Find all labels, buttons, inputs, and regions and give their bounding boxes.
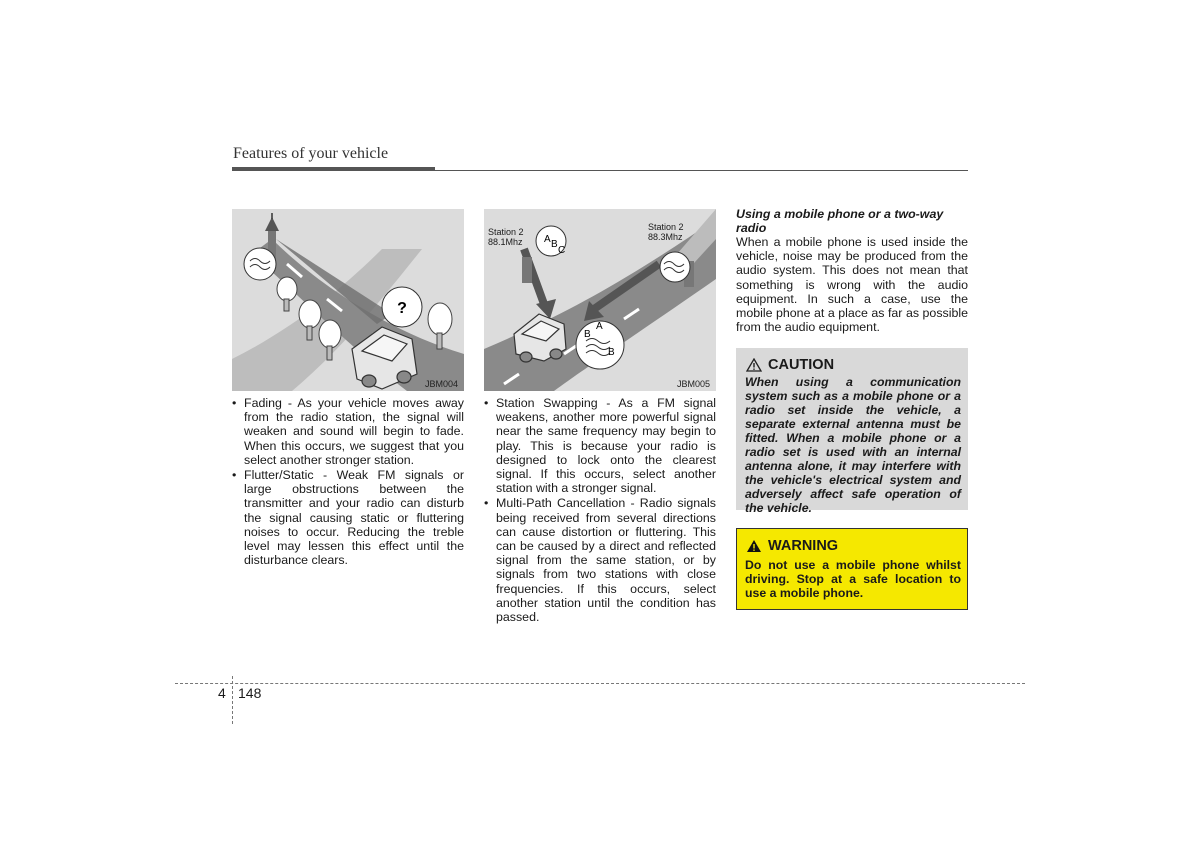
letter-c-top: C — [558, 245, 566, 256]
section-title: Features of your vehicle — [233, 145, 389, 162]
fading-illustration — [232, 209, 464, 391]
bullet-multi-path: • Multi-Path Cancellation - Radio signals being received from several directions can cause distortion or fluttering. This can be caused by a direct and reflected signal from the same station, or by signals from two stations with close frequencies. If this occurs, select another station until the condition has passed. — [484, 496, 716, 624]
column-3 — [736, 207, 968, 334]
figure-code: JBM004 — [424, 379, 458, 389]
letter-b-bottom-1: B — [584, 329, 591, 340]
station-left-name: Station 2 — [488, 227, 524, 237]
column-2 — [484, 396, 716, 625]
bullet-fading: • Fading - As your vehicle moves away from the radio station, the signal will weaken and sound will begin to fade. When this occurs, we suggest that you select another stronger station. — [232, 396, 464, 467]
caution-title: CAUTION — [768, 357, 835, 373]
caution-triangle-icon — [746, 358, 762, 372]
header-rule-thick — [232, 167, 435, 171]
station-left-label — [488, 227, 524, 247]
page-number: 148 — [238, 685, 262, 701]
warning-title: WARNING — [768, 538, 839, 554]
letter-a-top: A — [544, 234, 551, 245]
warning-triangle-icon — [746, 539, 762, 553]
bullet-station-swapping: • Station Swapping - As a FM signal weakens, another more powerful signal near the same frequency may begin to play. This is because your radio is designed to lock onto the clearest signal. If this occurs, select another station with a stronger signal. — [484, 396, 716, 495]
station-left-freq: 88.1Mhz — [488, 237, 523, 247]
question-mark: ? — [397, 300, 407, 317]
footer-dashed-divider — [232, 676, 233, 724]
mobile-phone-paragraph: When a mobile phone is used inside the vehicle, noise may be produced from the audio system. This does not mean that something is wrong with the audio equipment. In such a case, use the mobile phone at a place as far as possible from the audio equipment. — [736, 235, 968, 335]
bullet-flutter-static: • Flutter/Static - Weak FM signals or large obstructions between the transmitter and your radio can disturb the signal causing static or fluttering noises to occur. Reducing the treble level may lessen this effect until the disturbance clears. — [232, 468, 464, 567]
letter-b-top: B — [551, 239, 558, 250]
caution-heading — [746, 357, 834, 373]
chapter-number: 4 — [218, 685, 226, 701]
warning-text: Do not use a mobile phone whilst driving. Stop at a safe location to use a mobile phone. — [745, 558, 961, 600]
station-right-name: Station 2 — [648, 222, 684, 232]
bullet-list — [484, 396, 716, 624]
figure-code: JBM005 — [676, 379, 710, 389]
station-right-freq: 88.3Mhz — [648, 232, 683, 242]
letter-a-bottom: A — [596, 321, 603, 332]
figure-fading — [232, 209, 464, 391]
column-1 — [232, 396, 464, 568]
header-rule-thin — [435, 170, 968, 171]
letter-b-bottom-2: B — [608, 347, 615, 358]
footer-dashed-line — [175, 683, 1025, 684]
station-right-label — [648, 222, 684, 242]
caution-box — [736, 348, 968, 515]
figure-station-swapping — [484, 209, 716, 391]
warning-box — [736, 528, 968, 610]
warning-heading — [746, 538, 838, 554]
bullet-list — [232, 396, 464, 567]
subheading: Using a mobile phone or a two-way radio — [736, 207, 944, 235]
caution-text: When using a communication system such as a mobile phone or a radio set inside the vehicle, a separate external antenna must be fitted. When a mobile phone or a radio set is used with an internal antenna alone, it may interfere with the vehicle's electrical system and adversely affect safe operation of the vehicle. — [745, 375, 961, 515]
